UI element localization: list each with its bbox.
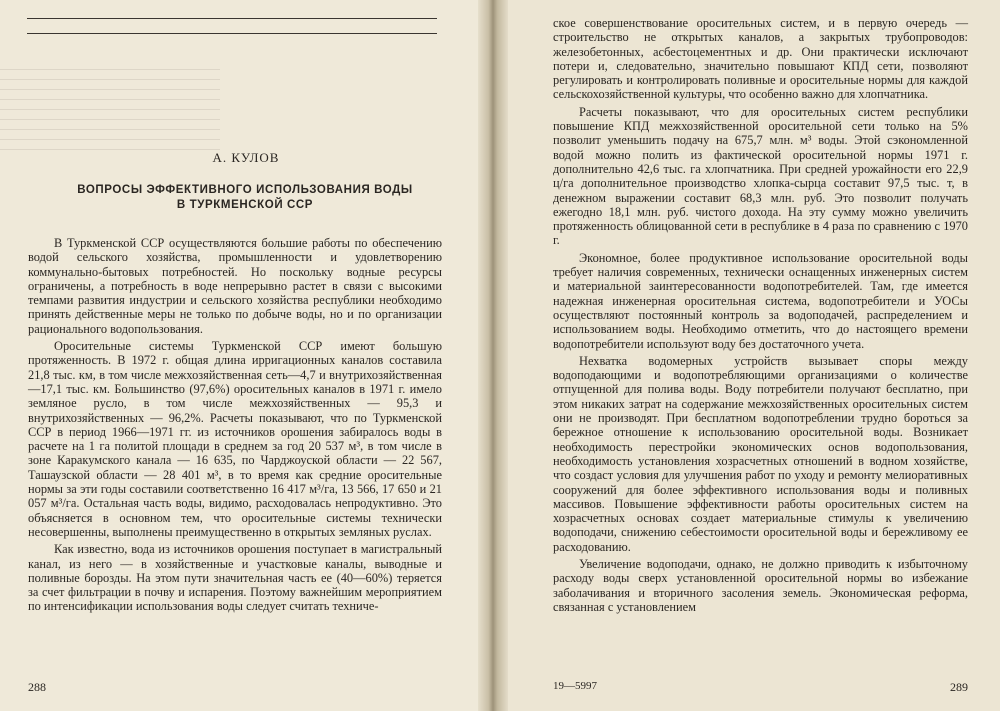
article-author: А. КУЛОВ [212, 150, 280, 165]
header-rule-top [27, 18, 437, 19]
printer-signature: 19—5997 [553, 680, 597, 692]
paragraph: ское совершенствование оросительных систем, и в первую очередь — строительство не открытых каналов, а закрытых трубопроводов: железобетонных, асбестоцементных и др. Они практически исключают потери и, следовательно, значительно повышают КПД сети, позволяют регулировать и контролировать поливные и оросительные нормы для каждой сельскохозяйственной культуры, что особенно важно для хлопчатника. [553, 16, 968, 102]
page-number-right: 289 [950, 680, 968, 694]
paragraph: Как известно, вода из источников орошения поступает в магистральный канал, из него — в хозяйственные и участковые каналы, выводные и поливные борозды. На этом пути значительная часть ее (40—60%) теряется за счет фильтрации в почву и испарения. Поэтому важнейшим мероприятием по интенсификации использования воды следует считать техниче- [28, 542, 442, 614]
article-title [40, 183, 450, 213]
paragraph: Нехватка водомерных устройств вызывает споры между водоподающими и водопотребляющими организациями о количестве отпущенной для полива воды. Воду потребители получают бесплатно, при этом никаких затрат на содержание межхозяйственных оросительных систем они не производят. При бесплатном водопотреблении трудно бороться за бережное отношение к использованию оросительной воды. Возникает необходимость перестройки экономических основ водопользования, необходимость установления хозрасчетных отношений в водном хозяйстве, что создаст условия для улучшения работ по уходу и ремонту мелиоративных сооружений для более эффективного использования воды и поливных массивов. Повышение эффективности работы оросительных систем на хозрасчетных основах создает материальные стимулы к увеличению водоподачи, снижению себестоимости оросительной воды и бережливому ее расходованию. [553, 353, 968, 554]
paragraph: Оросительные системы Туркменской ССР имеют большую протяженность. В 1972 г. общая длина ирригационных каналов составила 21,8 тыс. км, в том числе межхозяйственная сеть—4,7 и внутрихозяйственная —17,1 тыс. км. Большинство (97,6%) оросительных каналов в 1971 г. имело земляное русло, в том числе межхозяйственных — 95,3 и внутрихозяйственных — 96,2%. Расчеты показывают, что по Туркменской ССР в период 1966—1971 гг. из источников орошения забиралось воды в расчете на 1 га политой площади в среднем за год 20 537 м³, в том числе в зоне Каракумского канала — 16 635, по Чарджоуской области — 22 567, Ташаузской области — 28 401 м³, в то время как средние оросительные нормы за эти годы составили соответственно 16 417 м³/га, 13 566, 17 650 и 21 057 м³/га. Остальная часть воды, видимо, расходовалась непродуктивно. Это объясняется в основном тем, что оросительные системы технически несовершенны, выполнены преимущественно в открытых земляных руслах. [28, 339, 442, 539]
left-body-text [28, 236, 442, 614]
paragraph: В Туркменской ССР осуществляются большие работы по обеспечению водой сельского хозяйства, промышленности и удовлетворению коммунально-бытовых потребностей. Но поскольку водные ресурсы ограничены, а потребность в воде непрерывно растет в связи с высокими темпами развития индустрии и сельского хозяйства республики необходимо принять действенные меры не только по добыче воды, но и по организации рационального водопользования. [28, 236, 442, 336]
title-line-1: ВОПРОСЫ ЭФФЕКТИВНОГО ИСПОЛЬЗОВАНИЯ ВОДЫ [77, 184, 413, 196]
header-rule-bottom [27, 33, 437, 34]
paragraph: Расчеты показывают, что для оросительных систем республики повышение КПД межхозяйственной оросительной сети только на 5% позволит уменьшить подачу на 675,7 млн. м³ воды. Этой сэкономленной водой можно полить из фактической оросительной нормы 1971 г. дополнительно 42,6 тыс. га хлопчатника. При средней урожайности его 22,9 ц/га дополнительное производство хлопка-сырца составит 97,5 тыс. т, в денежном выражении составит 68,3 млн. руб. Это позволит получать ежегодно 18,1 млн. руб. чистого дохода. На эту сумму можно увеличить протяженность облицованной сети в республике в 4 раза по сравнению с 1970 г. [553, 104, 968, 248]
left-page [0, 0, 492, 711]
book-gutter [478, 0, 508, 711]
paragraph: Экономное, более продуктивное использование оросительной воды требует наличия современных, технически оснащенных инженерных систем и материальной заинтересованности водопотребителей. Там, где имеется надежная инженерная оросительная система, водопотребители и УОСы осуществляют постоянный контроль за водоподачей, распределением и использованием воды. Необходимо отметить, что до настоящего времени водопотребители используют воду без достаточного учета. [553, 250, 968, 351]
right-body-text [553, 16, 968, 614]
page-number-left: 288 [28, 680, 46, 694]
title-line-2: В ТУРКМЕНСКОЙ ССР [176, 199, 314, 211]
paragraph: Увеличение водоподачи, однако, не должно приводить к избыточному расходу воды сверх установленной оросительной нормы во избежание заболачивания и вторичного засоления земель. Экономическая реформа, связанная с установлением [553, 556, 968, 614]
show-through-text [0, 60, 220, 150]
